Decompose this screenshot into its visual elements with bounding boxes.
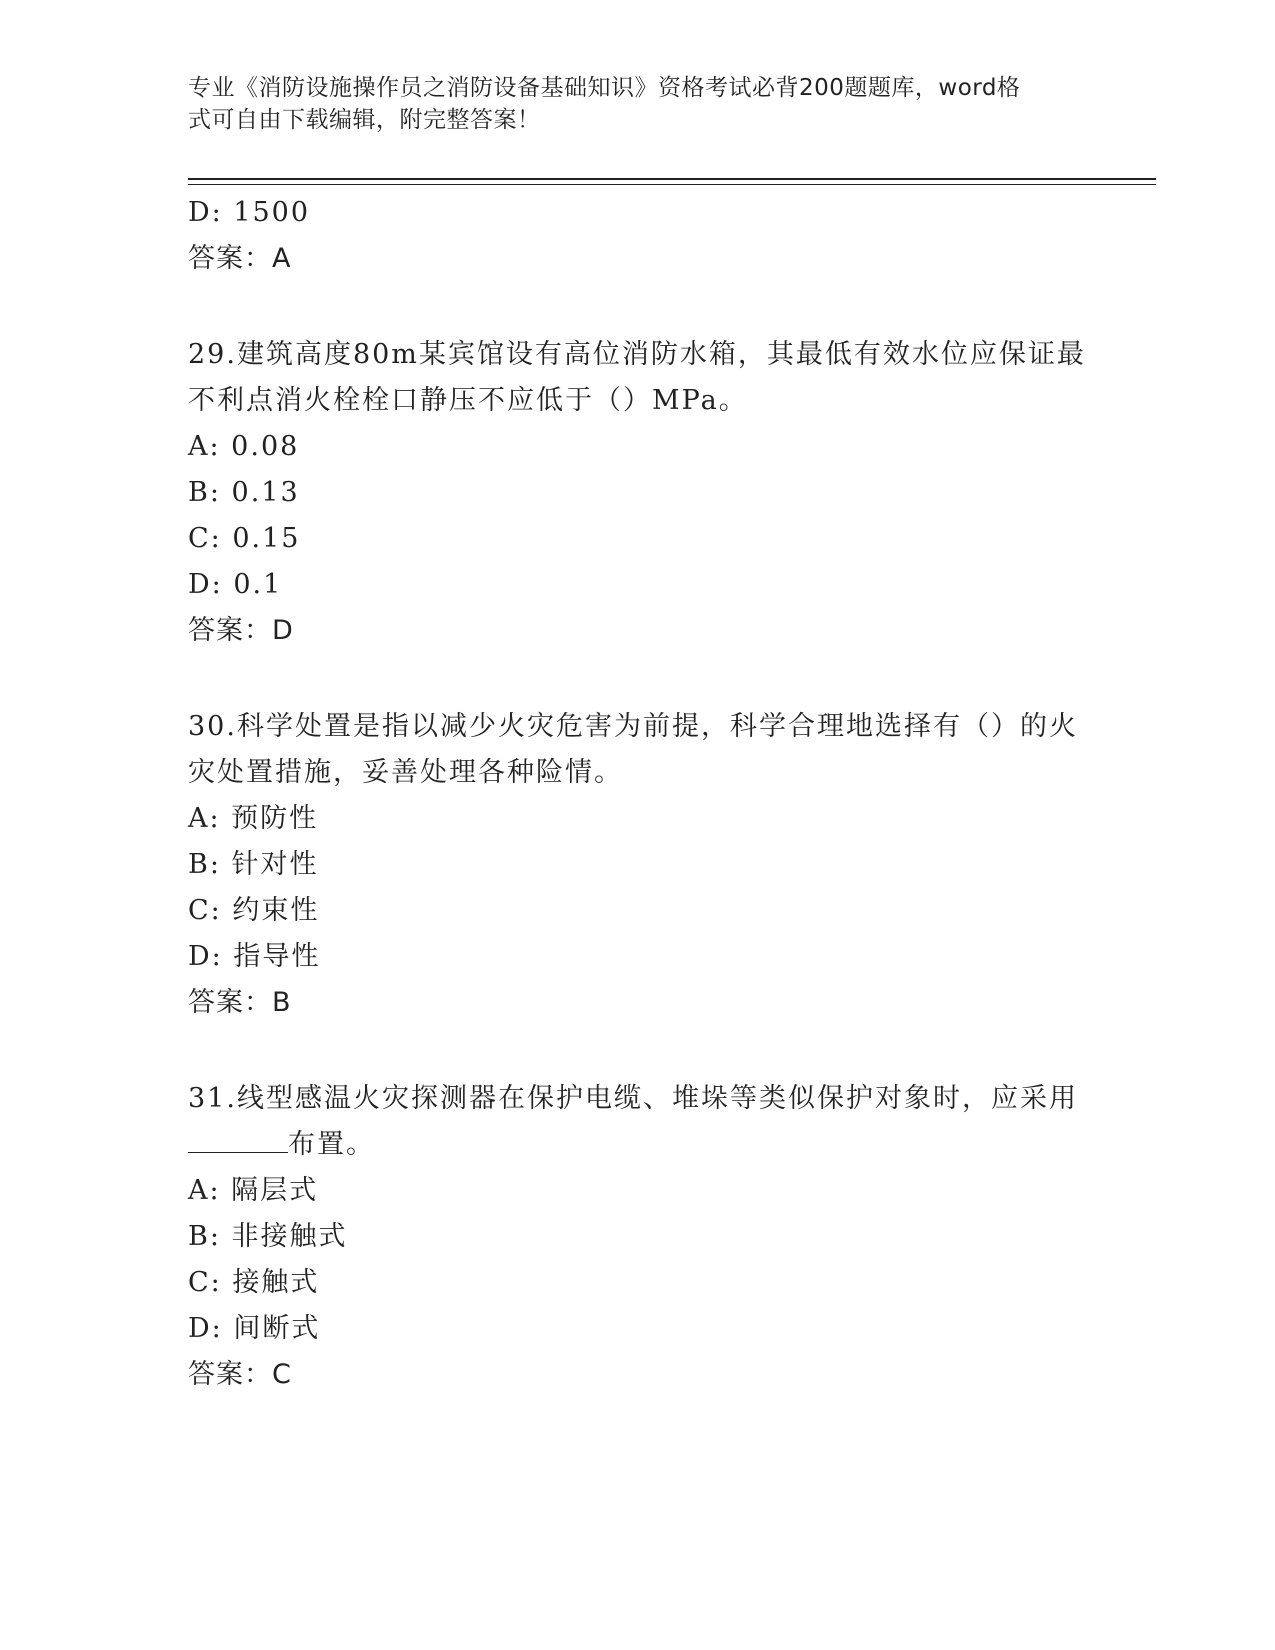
question-stem-line-2-wrapper	[188, 1122, 1088, 1168]
option-a: A: 预防性	[188, 803, 319, 834]
header-line-2: 式可自由下载编辑，附完整答案！	[188, 107, 541, 133]
question-31	[188, 1076, 1088, 1398]
option-d: D: 1500	[188, 197, 311, 228]
header-line-1: 专业《消防设施操作员之消防设备基础知识》资格考试必背200题题库，word格	[188, 75, 1021, 101]
header-rule-thick	[188, 178, 1156, 180]
document-header	[188, 72, 1078, 136]
option-d: D: 指导性	[188, 941, 321, 972]
question-stem-line-2: 灾处置措施，妥善处理各种险情。	[188, 757, 623, 788]
option-b: B: 针对性	[188, 849, 319, 880]
fill-in-blank	[188, 1124, 288, 1153]
option-b: B: 非接触式	[188, 1221, 348, 1252]
question-stem-line-1: 30.科学处置是指以减少火灾危害为前提，科学合理地选择有（）的火	[188, 711, 1078, 742]
answer: 答案：B	[188, 987, 292, 1018]
question-29	[188, 332, 1088, 654]
option-b: B: 0.13	[188, 477, 300, 508]
answer: 答案：A	[188, 243, 292, 274]
document-content	[188, 190, 1088, 1398]
option-c: C: 0.15	[188, 523, 301, 554]
question-stem-line-1: 31.线型感温火灾探测器在保护电缆、堆垛等类似保护对象时，应采用	[188, 1083, 1078, 1114]
option-d: D: 0.1	[188, 569, 283, 600]
option-a: A: 隔层式	[188, 1175, 319, 1206]
option-c: C: 接触式	[188, 1267, 320, 1298]
option-c: C: 约束性	[188, 895, 320, 926]
question-30	[188, 704, 1088, 1026]
question-stem-line-1: 29.建筑高度80m某宾馆设有高位消防水箱，其最低有效水位应保证最	[188, 339, 1086, 370]
header-rule-thin	[188, 184, 1156, 185]
option-a: A: 0.08	[188, 431, 300, 462]
question-stem-line-2: 不利点消火栓栓口静压不应低于（）MPa。	[188, 385, 748, 416]
option-d: D: 间断式	[188, 1313, 321, 1344]
previous-question-tail	[188, 190, 1088, 282]
answer: 答案：D	[188, 615, 294, 646]
answer: 答案：C	[188, 1359, 292, 1390]
question-stem-line-2: 布置。	[288, 1129, 375, 1160]
